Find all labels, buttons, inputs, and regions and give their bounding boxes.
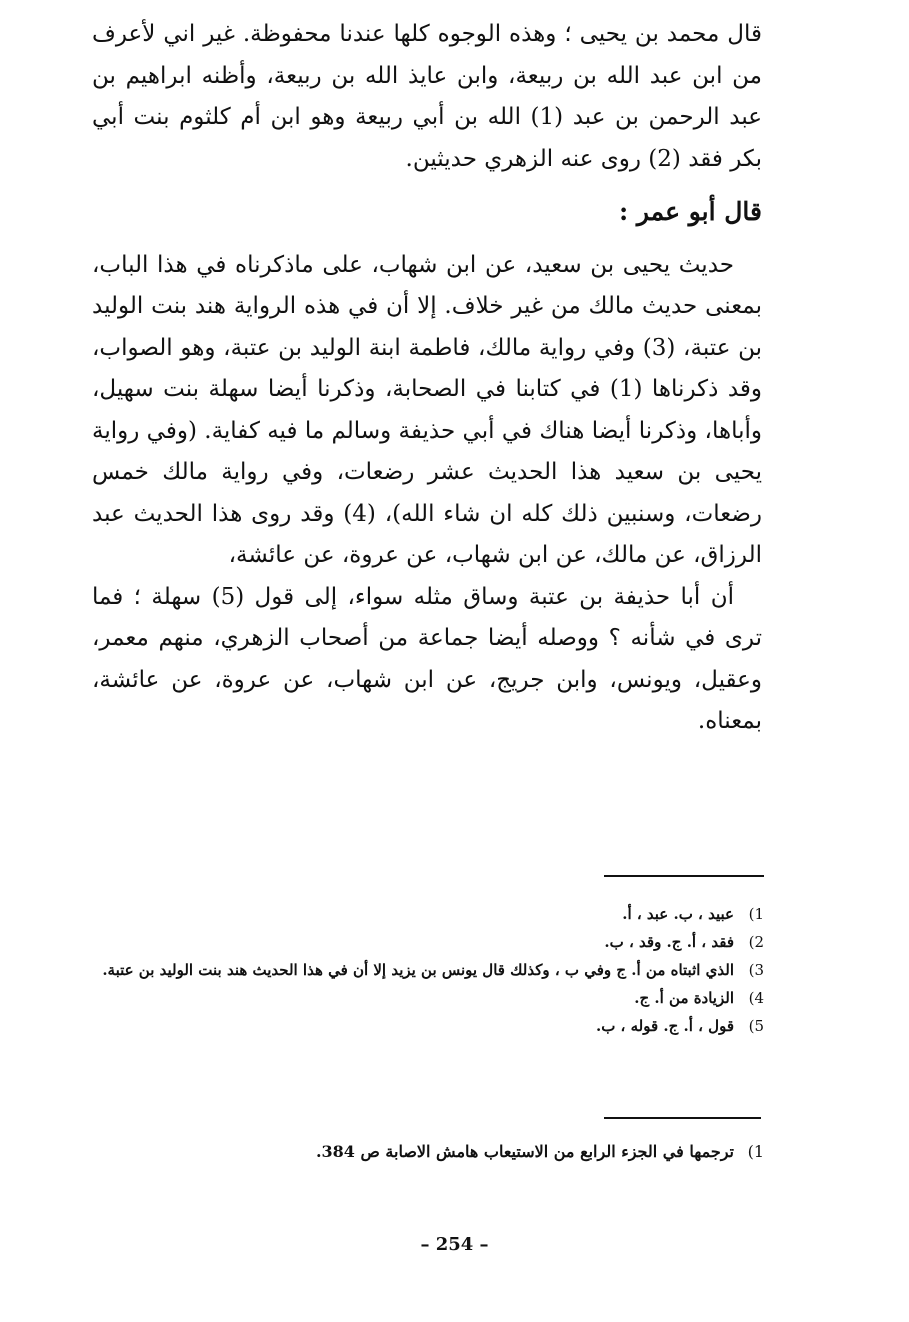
footnote-text: فقد ، أ. ج. وقد ، ب. bbox=[604, 933, 734, 951]
footnote-text: الذي اثبتاه من أ. ج وفي ب ، وكذلك قال يونس بن يزيد إلا أن في هذا الحديث هند بنت الوليد بن عتبة. bbox=[102, 961, 734, 979]
paragraph-3: أن أبا حذيفة بن عتبة وساق مثله سواء، إلى قول (5) سهلة ؛ فما ترى في شأنه ؟ ووصله أيضا جماعة من أصحاب الزهري، منهم معمر، وعقيل، ويونس، وابن جريج، عن ابن شهاب، عن عروة، عن عائشة، بمعناه. bbox=[92, 583, 762, 734]
main-text bbox=[92, 14, 762, 743]
footnote-text: الزيادة من أ. ج. bbox=[634, 989, 734, 1007]
footnote-number: 1) bbox=[748, 905, 764, 923]
footnote-number: 1) bbox=[747, 1142, 764, 1161]
page-number: – 254 – bbox=[420, 1234, 489, 1255]
footnote-text: عبيد ، ب. عبد ، أ. bbox=[622, 905, 734, 923]
footnote-item bbox=[98, 928, 764, 956]
section-heading: قال أبو عمر : bbox=[618, 197, 762, 226]
footnote-number: 2) bbox=[748, 933, 764, 951]
footnote-number: 4) bbox=[748, 989, 764, 1007]
footnote-divider bbox=[604, 875, 764, 877]
footnote-text: قول ، أ. ج. قوله ، ب. bbox=[595, 1017, 734, 1035]
paragraph-2: حديث يحيى بن سعيد، عن ابن شهاب، على ماذكرناه في هذا الباب، بمعنى حديث مالك من غير خلاف. إلا أن في هذه الرواية هند بنت الوليد بن عتبة، (3) وفي رواية مالك، فاطمة ابنة الوليد بن عتبة، وهو الصواب، وقد ذكرناها (1) في كتابنا في الصحابة، وذكرنا أيضا سهلة بنت سهيل، وأباها، وذكرنا أيضا هناك في أبي حذيفة وسالم ما فيه كفاية. (وفي رواية يحيى بن سعيد هذا الحديث عشر رضعات، وفي رواية مالك خمس رضعات، وسنبين ذلك كله ان شاء الله)، (4) وقد روى هذا الحديث عبد الرزاق، عن مالك، عن ابن شهاب، عن عروة، عن عائشة، bbox=[92, 251, 762, 568]
footnote-item bbox=[270, 1138, 764, 1166]
footnote-number: 5) bbox=[748, 1017, 764, 1035]
footnote-item bbox=[98, 900, 764, 928]
footnote-item bbox=[98, 1012, 764, 1040]
footnote-item bbox=[98, 956, 764, 984]
footnotes bbox=[98, 900, 764, 1040]
paragraph-1: قال محمد بن يحيى ؛ وهذه الوجوه كلها عندنا محفوظة. غير اني لأعرف من ابن عبد الله بن ربيعة، وابن عايذ الله بن ربيعة، وأظنه ابراهيم بن عبد الرحمن بن عبد (1) الله بن أبي ربيعة وهو ابن أم كلثوم بنت أبي بكر فقد (2) روى عنه الزهري حديثين. bbox=[92, 21, 762, 172]
footnote-item bbox=[98, 984, 764, 1012]
footnote-number: 3) bbox=[748, 961, 764, 979]
secondary-footnote-divider bbox=[604, 1117, 761, 1119]
footnote-text: ترجمها في الجزء الرابع من الاستيعاب هامش الاصابة ص 384. bbox=[315, 1142, 734, 1161]
secondary-footnote bbox=[270, 1138, 764, 1166]
